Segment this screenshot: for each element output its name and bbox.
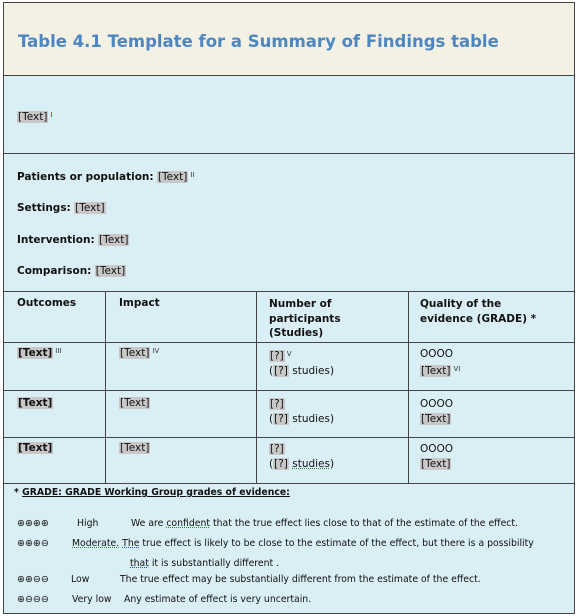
grade-level-high [17,518,519,529]
comparison-label: Comparison: [17,265,92,277]
grade-low-label: Low [71,574,90,585]
impact-placeholder: [Text] [120,397,150,409]
impact-placeholder: [Text] [120,347,150,359]
header-impact: Impact [119,297,160,309]
quality-symbols: OOOO [420,348,454,360]
grade-level-low [17,574,481,585]
header-participants-line-3: (Studies) [269,327,324,339]
header-bottom-border [4,342,574,343]
settings-value: [Text] [75,202,105,214]
grade-low-description: The true effect may be substantially different from the estimate of the effect. [120,574,481,585]
header-quality-line-1: Quality of the [420,298,502,310]
studies-label: studies) [292,365,335,377]
patients-line [17,171,195,183]
studies-label: studies) [292,413,335,425]
studies-open-paren: ( [269,365,274,377]
table-row-3-quality [420,442,453,472]
outcome-placeholder: [Text] [18,347,53,359]
grade-heading-text: GRADE: GRADE Working Group grades of evidence: [22,487,290,498]
table-title: Table 4.1 Template for a Summary of Findings table [18,32,499,51]
intro-text [17,111,53,123]
intro-band [4,76,574,154]
studies-open-paren: ( [269,413,274,425]
summary-of-findings-template [3,2,575,614]
quality-footnote-mark: VI [453,365,461,373]
col-divider-2 [256,291,257,483]
table-top-border [4,291,574,292]
quality-symbols: OOOO [420,443,454,455]
grade-high-label: High [77,518,99,529]
header-outcomes: Outcomes [17,297,77,309]
desc-part: that the true effect lies close to that of the estimate of the effect. [210,518,519,529]
desc-part: confident [166,518,211,529]
quality-symbols: OOOO [420,398,454,410]
patients-label: Patients or population: [17,171,154,183]
table-row-1-impact [119,347,159,359]
studies-placeholder: [?] [274,365,288,377]
settings-line [17,202,106,214]
outcome-placeholder: [Text] [18,442,53,454]
desc-part: it is substantially different . [148,558,280,569]
row-1-bottom-border [4,390,574,391]
grade-very-low-description: Any estimate of effect is very uncertain. [124,594,312,605]
grade-low-symbols: ⊕⊕⊖⊖ [17,574,49,585]
col-divider-1 [105,291,106,483]
grade-moderate-symbols: ⊕⊕⊕⊖ [17,538,49,549]
table-row-2-impact [119,397,150,409]
grade-level-very-low [17,594,312,605]
participants-placeholder: [?] [270,350,284,362]
studies-placeholder: [?] [274,413,288,425]
table-row-2-outcome [17,397,53,409]
table-row-3-outcome [17,442,53,454]
impact-footnote-mark: IV [152,347,160,355]
table-row-1-outcome [17,347,61,359]
grade-heading [14,487,290,498]
studies-label: studies) [292,458,335,470]
participants-placeholder: [?] [270,398,284,410]
participants-placeholder: [?] [270,443,284,455]
studies-open-paren: ( [269,458,274,470]
grade-level-moderate [17,538,534,569]
table-row-3-participants [269,442,334,472]
grade-very-low-label: Very low [72,594,112,605]
header-participants-line-1: Number of [269,298,332,310]
col-divider-3 [408,291,409,483]
grade-very-low-symbols: ⊕⊖⊖⊖ [17,594,49,605]
row-2-bottom-border [4,437,574,438]
table-bottom-border [4,483,574,484]
intervention-line [17,234,129,246]
table-row-2-quality [420,397,453,427]
table-row-1-quality [420,347,460,379]
outcome-placeholder: [Text] [18,397,53,409]
grade-moderate-continuation [130,558,279,569]
header-quality [420,297,536,326]
header-participants [269,297,341,341]
table-row-3-impact [119,442,150,454]
desc-part: that [130,558,149,569]
outcome-footnote-mark: III [55,347,62,355]
comparison-value: [Text] [95,265,126,277]
grade-high-symbols: ⊕⊕⊕⊕ [17,518,49,529]
comparison-line [17,265,126,277]
table-row-2-participants [269,397,334,427]
quality-placeholder: [Text] [421,365,451,377]
desc-part: true effect is likely to be close to the estimate of the effect, but there is a possibility [139,538,534,549]
settings-label: Settings: [17,202,71,214]
patients-value: [Text] [157,171,188,183]
quality-placeholder: [Text] [421,413,451,425]
intro-footnote-mark: I [50,111,53,119]
desc-part: The [122,538,140,549]
header-quality-line-2: evidence (GRADE) * [420,312,537,325]
header-participants-line-2: participants [269,312,341,325]
grade-high-description [131,518,518,529]
table-row-1-participants [269,347,334,379]
impact-placeholder: [Text] [120,442,150,454]
grade-moderate-text [72,538,534,549]
studies-placeholder: [?] [274,458,288,470]
grade-moderate-label: Moderate. [72,538,120,549]
patients-footnote-mark: II [190,171,195,179]
intervention-value: [Text] [99,234,129,246]
participants-footnote-mark: V [286,350,292,358]
intervention-label: Intervention: [17,234,95,246]
grade-heading-star: * [14,487,19,498]
intro-placeholder: [Text] [18,111,48,123]
title-band [4,3,574,76]
quality-placeholder: [Text] [421,458,451,470]
desc-part: We are [131,518,167,529]
